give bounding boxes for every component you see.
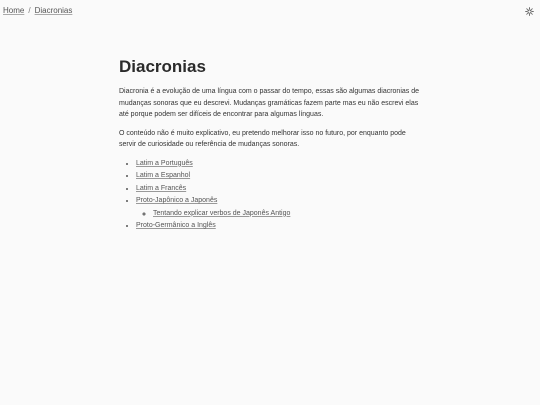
list-item bbox=[136, 170, 421, 183]
breadcrumb-home-link[interactable]: Home bbox=[3, 6, 25, 15]
link-proto-germanico-ingles[interactable]: Proto-Germânico a Inglês bbox=[136, 222, 216, 229]
breadcrumb-current-link[interactable]: Diacronias bbox=[34, 6, 73, 15]
list-item bbox=[136, 195, 421, 220]
list-item bbox=[136, 158, 421, 171]
link-latim-portugues[interactable]: Latim a Português bbox=[136, 159, 193, 167]
breadcrumb-separator: / bbox=[28, 6, 31, 15]
link-proto-japonico-japones[interactable]: Proto-Japônico a Japonês bbox=[136, 197, 218, 204]
link-latim-frances[interactable]: Latim a Francês bbox=[136, 184, 187, 192]
note-paragraph: O conteúdo não é muito explicativo, eu pretendo melhorar isso no futuro, por enquanto pode servir de curiosidade ou referência de mudanças sonoras. bbox=[119, 129, 406, 148]
page-title: Diacronias bbox=[119, 57, 206, 76]
sun-icon bbox=[525, 7, 534, 16]
main-content bbox=[119, 56, 421, 233]
diachrony-list bbox=[119, 158, 421, 233]
list-item bbox=[136, 220, 421, 233]
list-item bbox=[136, 183, 421, 196]
breadcrumb bbox=[3, 5, 72, 17]
link-verbos-japones-antigo[interactable]: Tentando explicar verbos de Japonês Antigo bbox=[153, 209, 291, 217]
intro-paragraph: Diacronia é a evolução de uma língua com o passar do tempo, essas são algumas diacronias de mudanças sonoras que eu descrevi. Mudanças gramáticas fazem parte mas eu não escrevi elas até porque podem ser difíceis de encontrar para algumas línguas. bbox=[119, 88, 420, 118]
sub-list-item bbox=[153, 208, 421, 221]
top-bar bbox=[3, 5, 535, 17]
link-latim-espanhol[interactable]: Latim a Espanhol bbox=[136, 172, 191, 179]
sub-list bbox=[136, 208, 421, 221]
theme-toggle-button[interactable] bbox=[523, 5, 535, 17]
